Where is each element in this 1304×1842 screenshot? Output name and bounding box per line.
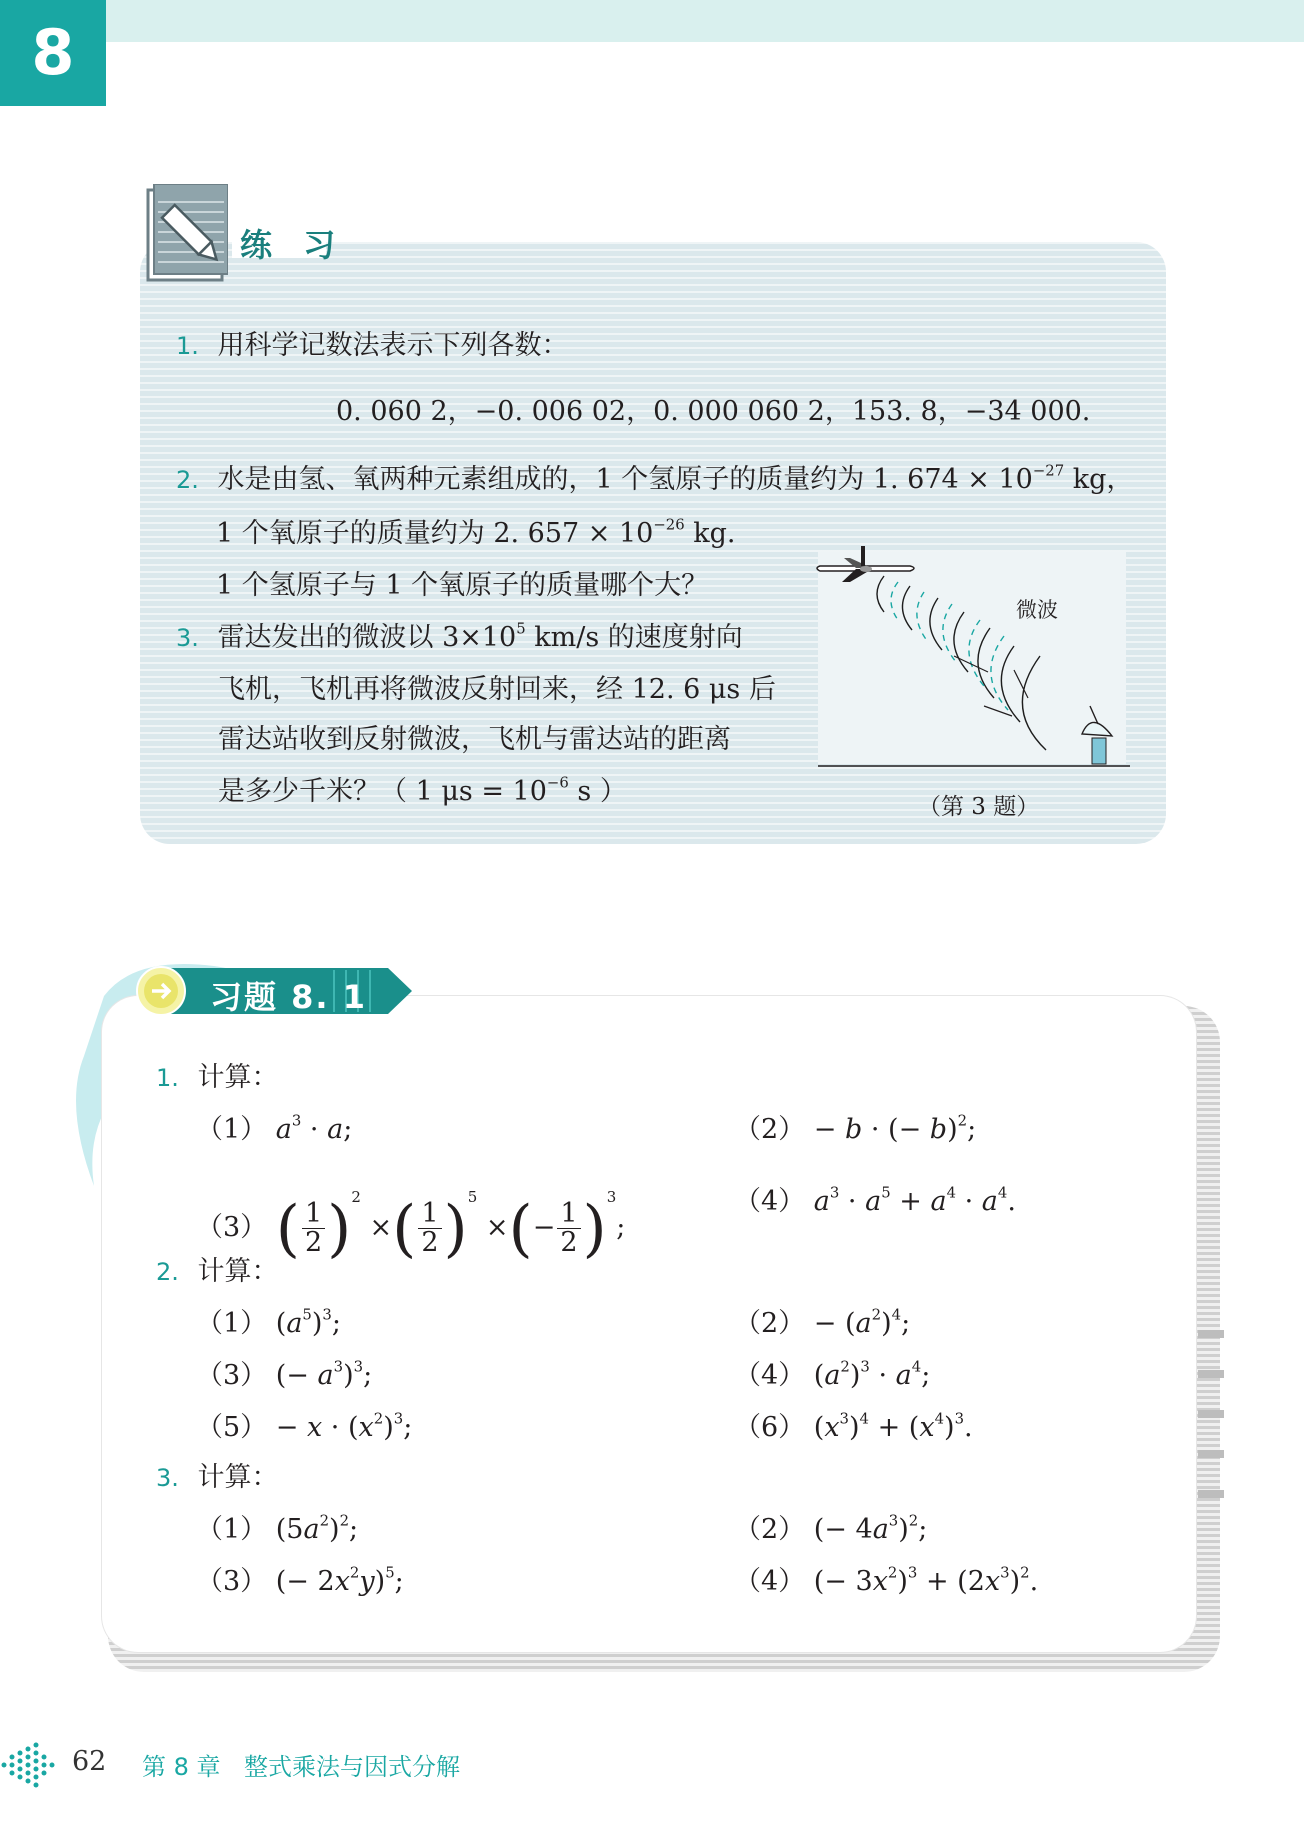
exercise-2-5: $(5) - x \cdot (x^2)^3$; <box>196 1409 413 1443</box>
exercise-1-2: （2） − b · (− b)$^2$; <box>734 1111 977 1145</box>
exercise-3-4: （4） (− $3x^2)^3 + (2x^3)^2$. <box>734 1563 1039 1597</box>
item-label: （6） <box>734 1412 806 1443</box>
item-label: （4） <box>734 1360 806 1391</box>
item-label: （2） <box>734 1514 806 1545</box>
exercise-2-4: （4） $(a^2)^3 \cdot a^4$; <box>734 1357 931 1391</box>
exercise-2-3: （3） (− $a^3)^3$; <box>196 1357 373 1391</box>
text-segment: 雷达发出的微波以 3×10 <box>217 622 517 653</box>
text-segment: km/s 的速度射向 <box>525 622 743 653</box>
figure-label-microwave: 微波 <box>1016 598 1058 622</box>
footer-chapter: 第 8 章 <box>142 1753 221 1781</box>
page-number: 62 <box>72 1746 107 1777</box>
exercise-group-1 <box>156 1058 279 1098</box>
footer-title: 整式乘法与因式分解 <box>244 1753 460 1781</box>
exercise-1-1: （1） $a^3 \cdot a$; <box>196 1111 353 1145</box>
text-segment: 是多少千米？（ 1 μs = 10 <box>218 776 547 807</box>
practice-q2-line3: 1 个氢原子与 1 个氧原子的质量哪个大？ <box>216 570 709 601</box>
practice-q1 <box>176 328 569 364</box>
practice-q3-line2: 飞机，飞机再将微波反射回来，经 12. 6 μs 后 <box>218 674 776 705</box>
wavelength-markers <box>954 656 1028 716</box>
text-segment: s ） <box>568 776 627 807</box>
item-label: （2） <box>734 1308 806 1339</box>
airplane-icon <box>817 546 914 582</box>
question-text: 用科学记数法表示下列各数： <box>217 330 569 361</box>
top-band <box>0 0 1304 42</box>
question-number: 3. <box>156 1464 179 1492</box>
exercise-group-2 <box>156 1252 279 1292</box>
exercise-2-1: （1） $(a^5)^3$; <box>196 1305 341 1339</box>
item-label: （4） <box>734 1566 806 1597</box>
practice-q2-line1 <box>176 462 1133 498</box>
practice-title: 练 习 <box>240 226 346 264</box>
exercise-3-3: （3） (− $2x^2y)^5$; <box>196 1563 404 1597</box>
exercise-1-4: （4） $a^3 \cdot a^5 + a^4 \cdot a^4$. <box>734 1183 1016 1217</box>
question-label: 计算： <box>197 1256 279 1287</box>
item-label: （3） <box>196 1566 268 1597</box>
practice-q3-line3: 雷达站收到反射微波，飞机与雷达站的距离 <box>218 724 731 755</box>
exercise-title: 习题 8. 1 <box>210 978 367 1016</box>
question-number: 2. <box>156 1258 179 1286</box>
text-segment: 1 个氧原子的质量约为 2. 657 × 10 <box>216 518 654 549</box>
exponent: −26 <box>653 515 685 534</box>
text-segment: kg. <box>684 518 736 549</box>
question-number: 2. <box>176 466 199 494</box>
question-number: 3. <box>176 624 199 652</box>
text-segment: 水是由氢、氧两种元素组成的，1 个氢原子的质量约为 1. 674 × 10 <box>217 464 1033 495</box>
item-label: （1） <box>196 1114 268 1145</box>
item-label: （1） <box>196 1308 268 1339</box>
practice-q2-line2 <box>216 516 736 552</box>
item-label: （5） <box>196 1412 268 1443</box>
figure-caption: （第 3 题） <box>918 794 1040 820</box>
item-label: （4） <box>734 1186 806 1217</box>
practice-q3-line4 <box>218 774 627 810</box>
practice-q1-values: 0. 060 2，−0. 006 02，0. 000 060 2，153. 8，−34 000. <box>336 396 1091 427</box>
footer-dots-decoration <box>0 1742 60 1788</box>
item-label: （3） <box>196 1212 268 1243</box>
exercise-2-6: （6） $(x^3)^4 + (x^4)^3$. <box>734 1409 973 1443</box>
item-label: （3） <box>196 1360 268 1391</box>
reflected-arcs <box>891 582 1008 710</box>
item-label: （1） <box>196 1514 268 1545</box>
question-number: 1. <box>156 1064 179 1092</box>
exercise-2-2: $(2) - (a^2)^4$; <box>734 1305 911 1339</box>
chapter-number-tab: 8 <box>0 0 106 106</box>
exponent: −27 <box>1032 461 1065 480</box>
exponent: −6 <box>546 773 569 792</box>
exponent: 5 <box>516 619 526 638</box>
exercise-1-3: （3） ( $\frac{1}{2}$ )$^2$ ×( $\frac{1}{2}$ )$^5$ ×(− $\frac{1}{2}$ )$^3$; <box>196 1188 626 1265</box>
practice-q3-line1 <box>176 620 743 656</box>
exercise-3-1: （1） $(5a^2)^2$; <box>196 1511 359 1545</box>
question-label: 计算： <box>197 1062 279 1093</box>
exercise-group-3 <box>156 1458 279 1498</box>
text-segment: kg， <box>1064 464 1134 495</box>
item-label: （2） <box>734 1114 806 1145</box>
exercise-3-2: （2） (− $4a^3)^2$; <box>734 1511 928 1545</box>
question-number: 1. <box>176 332 199 360</box>
radar-dish-icon <box>1082 706 1112 764</box>
radar-microwave-figure <box>814 538 1134 774</box>
side-ticks <box>1198 1030 1224 1630</box>
notebook-pencil-icon <box>146 184 228 284</box>
question-label: 计算： <box>197 1462 279 1493</box>
